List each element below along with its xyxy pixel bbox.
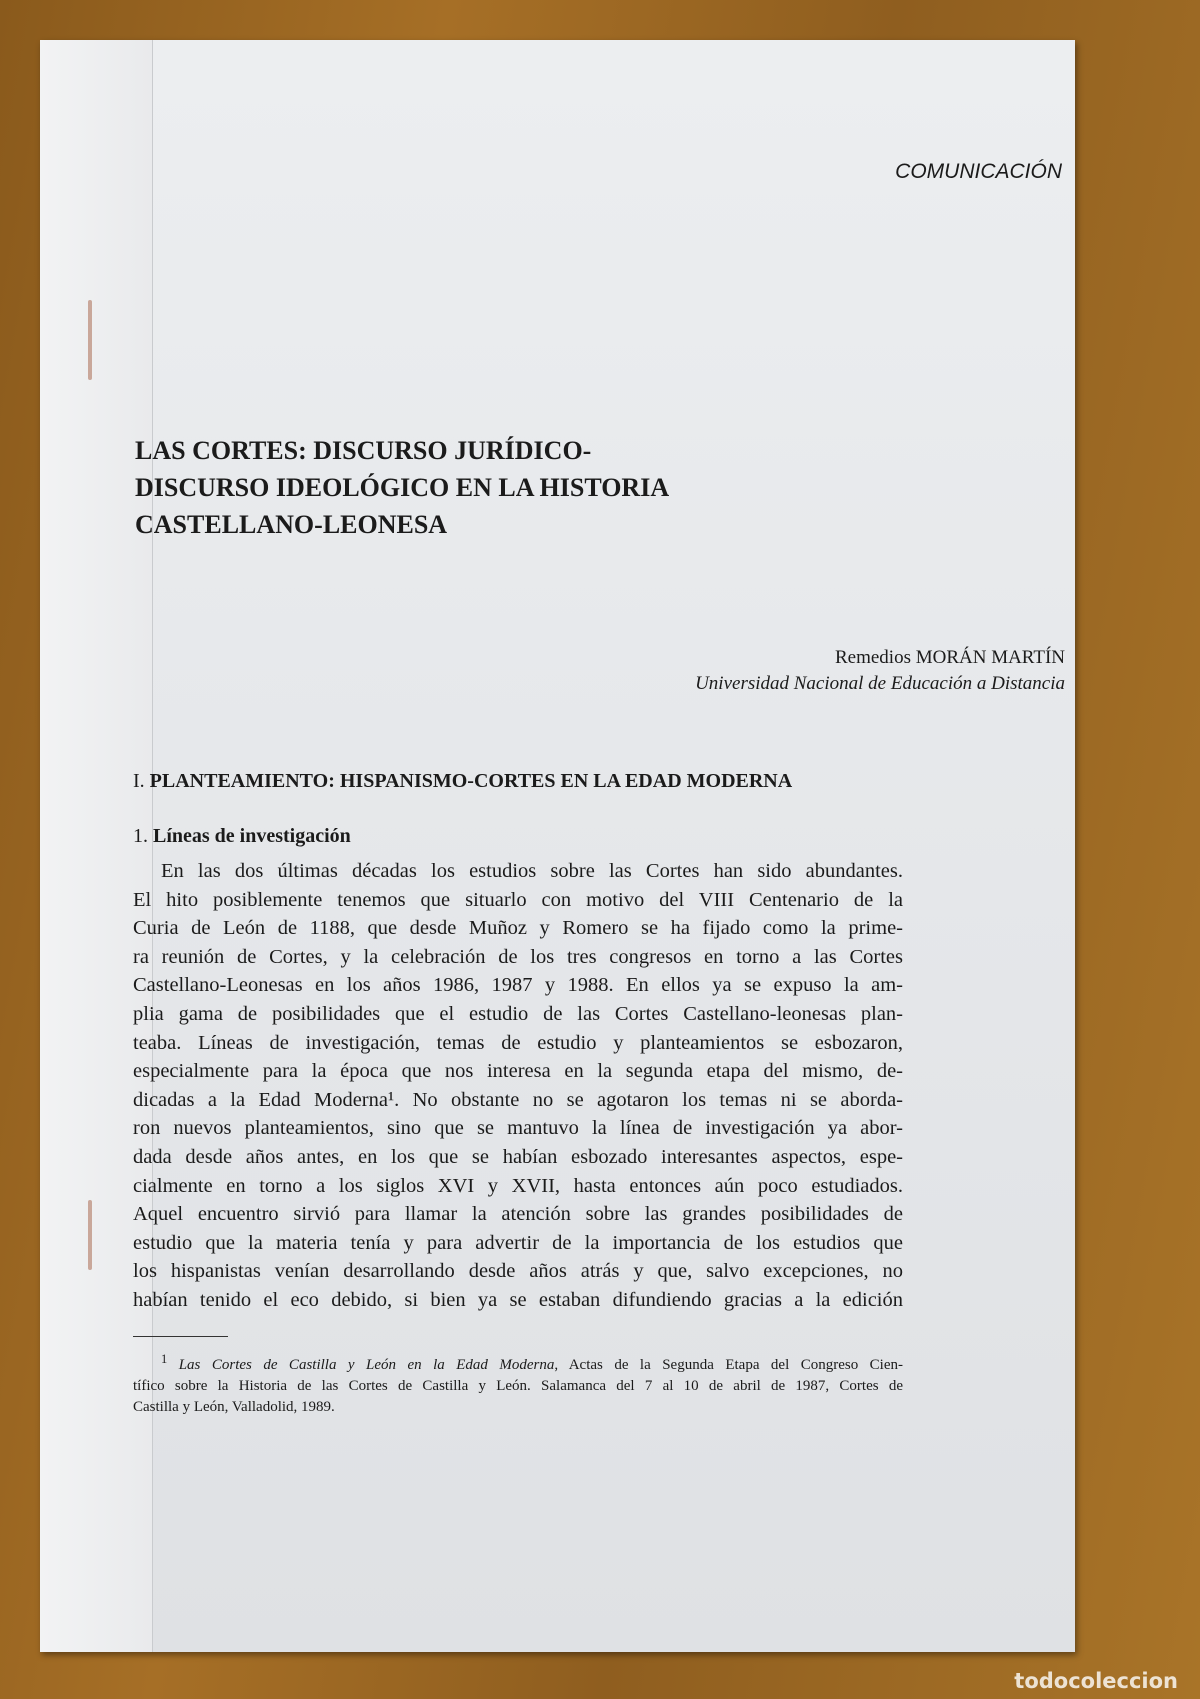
body-text — [133, 857, 903, 1315]
section-label: COMUNICACIÓN — [895, 160, 1062, 183]
body-line: El hito posiblemente tenemos que situarlo con motivo del VIII Centenario de la — [133, 888, 903, 911]
body-line: cialmente en torno a los siglos XVI y XVII, hasta entonces aún poco estudiados. — [133, 1174, 903, 1197]
body-line: dada desde años antes, en los que se habían esbozado interesantes aspectos, espe- — [133, 1145, 903, 1168]
footnote-line: Castilla y León, Valladolid, 1989. — [133, 1399, 335, 1415]
footnote-title: Las Cortes de Castilla y León en la Edad Moderna — [178, 1357, 555, 1373]
author-name: Remedios MORÁN MARTÍN — [834, 647, 1065, 668]
body-line: ron nuevos planteamientos, sino que se mantuvo la línea de investigación ya abor- — [133, 1117, 903, 1140]
body-line: Castellano-Leonesas en los años 1986, 1987 y 1988. En ellos ya se expuso la am- — [133, 974, 903, 997]
body-line: ra reunión de Cortes, y la celebración de los tres congresos en torno a las Cortes — [133, 945, 903, 968]
binding-mark — [88, 300, 92, 380]
watermark: todocoleccion — [1014, 1669, 1178, 1693]
subsection-title: Líneas de investigación — [153, 825, 351, 847]
article-title — [135, 432, 669, 543]
section-title: PLANTEAMIENTO: HISPANISMO-CORTES EN LA EDAD MODERNA — [149, 770, 793, 792]
subsection-number: 1. — [133, 825, 148, 847]
title-line: CASTELLANO-LEONESA — [135, 510, 448, 539]
footnote-line: tífico sobre la Historia de las Cortes de Castilla y León. Salamanca del 7 al 10 de abril de 1987, Cortes de — [133, 1378, 903, 1394]
body-line: habían tenido el eco debido, si bien ya se estaban difundiendo gracias a la edición — [133, 1288, 903, 1311]
title-line: DISCURSO IDEOLÓGICO EN LA HISTORIA — [135, 473, 670, 502]
section-number: I. — [133, 770, 145, 792]
author-institution: Universidad Nacional de Educación a Distancia — [695, 673, 1065, 694]
footnote-marker: 1 — [161, 1352, 168, 1366]
body-line: En las dos últimas décadas los estudios sobre las Cortes han sido abundantes. — [161, 860, 903, 882]
body-line: Curia de León de 1188, que desde Muñoz y Romero se ha fijado como la prime- — [133, 917, 903, 940]
body-line: Aquel encuentro sirvió para llamar la atención sobre las grandes posibilidades de — [133, 1203, 903, 1226]
body-line: dicadas a la Edad Moderna¹. No obstante no se agotaron los temas ni se aborda- — [133, 1088, 903, 1111]
footnote-rule — [133, 1336, 228, 1337]
footnote-text: , Actas de la Segunda Etapa del Congreso Cien- — [554, 1357, 903, 1373]
body-line: especialmente para la época que nos interesa en la segunda etapa del mismo, de- — [133, 1060, 903, 1083]
body-line: estudio que la materia tenía y para advertir de la importancia de los estudios que — [133, 1231, 903, 1254]
body-line: los hispanistas venían desarrollando desde años atrás y que, salvo excepciones, no — [133, 1260, 903, 1283]
section-heading — [133, 770, 943, 793]
body-line: teaba. Líneas de investigación, temas de estudio y planteamientos se esbozaron, — [133, 1031, 903, 1054]
title-line: LAS CORTES: DISCURSO JURÍDICO- — [135, 436, 592, 465]
binding-mark — [88, 1200, 92, 1270]
footnote — [133, 1349, 903, 1418]
author-block — [695, 645, 1065, 697]
body-line: plia gama de posibilidades que el estudio de las Cortes Castellano-leonesas plan- — [133, 1002, 903, 1025]
subsection-heading — [133, 825, 351, 848]
